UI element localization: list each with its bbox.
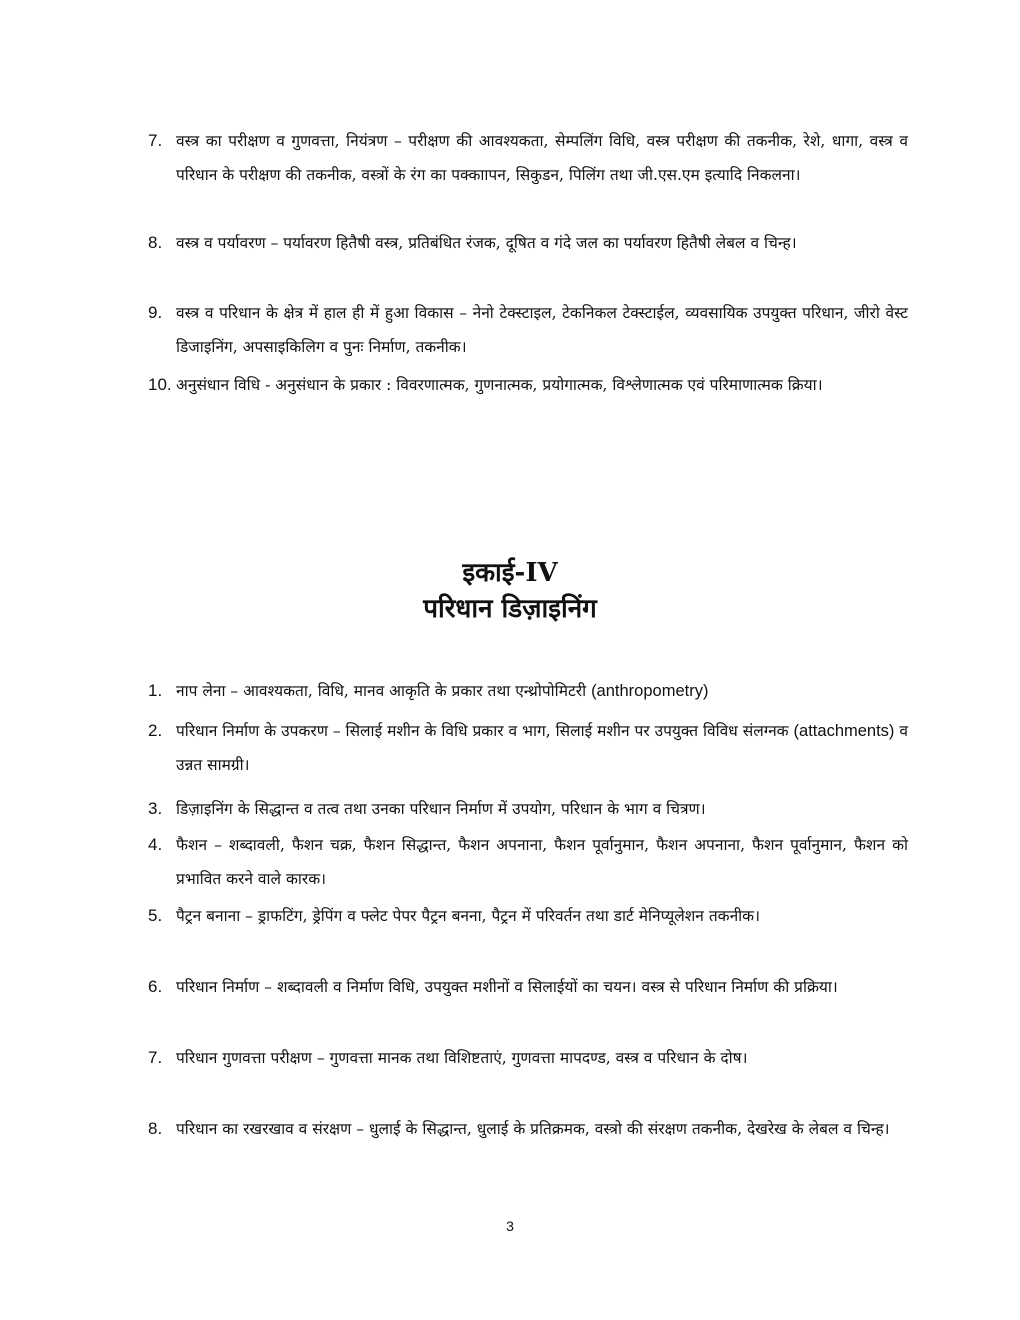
english-term: (attachments) [793, 722, 895, 740]
list-item [148, 970, 908, 1004]
item-text: वस्त्र का परीक्षण व गुणवत्ता, नियंत्रण – परीक्षण की आवश्यकता, सेम्पलिंग विधि, वस्त्र परीक्षण की तकनीक, रेशे, धागा, वस्त्र व परिधान के परीक्षण की तकनीक, वस्त्रों के रंग का पक्काापन, सिकुडन, पिलिंग तथा जी.एस.एम इत्यादि निकलना। [176, 132, 908, 184]
item-number: 1. [148, 681, 163, 700]
list-item [148, 226, 908, 260]
item-text: परिधान निर्माण के उपकरण – सिलाई मशीन के विधि प्रकार व भाग, सिलाई मशीन पर उपयुक्त विविध संलग्नक (attachments) व उन्नत सामग्री। [176, 722, 908, 774]
item-number: 2. [148, 721, 163, 740]
item-text: फैशन – शब्दावली, फैशन चक्र, फैशन सिद्धान्त, फैशन अपनाना, फैशन पूर्वानुमान, फैशन अपनाना, फैशन पूर्वानुमान, फैशन को प्रभावित करने वाले कारक। [176, 836, 908, 888]
item-text: परिधान का रखरखाव व संरक्षण – धुलाई के सिद्धान्त, धुलाई के प्रतिक्रमक, वस्त्रो की संरक्षण तकनीक, देखरेख के लेबल व चिन्ह। [176, 1120, 890, 1138]
list-item [148, 1041, 908, 1075]
item-number: 6. [148, 977, 163, 996]
list-item [148, 714, 908, 782]
item-number: 3. [148, 799, 163, 818]
list-item [148, 368, 908, 402]
item-text: वस्त्र व पर्यावरण – पर्यावरण हितैषी वस्त्र, प्रतिबंधित रंजक, दूषित व गंदे जल का पर्यावरण हितैषी लेबल व चिन्ह। [176, 234, 797, 252]
item-text: वस्त्र व परिधान के क्षेत्र में हाल ही में हुआ विकास – नेनो टेक्स्टाइल, टेकनिकल टेक्स्टाईल, व्यवसायिक उपयुक्त परिधान, जीरो वेस्ट डिजाइनिंग, अपसाइकिलिग व पुनः निर्माण, तकनीक। [176, 304, 908, 356]
item-text: परिधान गुणवत्ता परीक्षण – गुणवत्ता मानक तथा विशिष्टताएं, गुणवत्ता मापदण्ड, वस्त्र व परिधान के दोष। [176, 1049, 748, 1067]
list-item [148, 792, 908, 826]
item-text: नाप लेना – आवश्यकता, विधि, मानव आकृति के प्रकार तथा एन्थ्रोपोमिटरी (anthropometry) [176, 682, 709, 700]
list-item [148, 124, 908, 192]
item-number: 7. [148, 1048, 163, 1067]
item-text: अनुसंधान विधि - अनुसंधान के प्रकार : विवरणात्मक, गुणनात्मक, प्रयोगात्मक, विश्लेणात्मक एवं परिमाणात्मक क्रिया। [176, 376, 823, 394]
item-number: 9. [148, 303, 163, 322]
unit-title: इकाई-IV [462, 558, 558, 588]
list-item [148, 1112, 908, 1146]
page-number: 3 [506, 1218, 514, 1234]
item-text: परिधान निर्माण – शब्दावली व निर्माण विधि, उपयुक्त मशीनों व सिलाईयों का चयन। वस्त्र से परिधान निर्माण की प्रक्रिया। [176, 978, 838, 996]
item-number: 8. [148, 1119, 163, 1138]
unit-subtitle: परिधान डिज़ाइनिंग [423, 594, 597, 624]
item-number: 4. [148, 835, 163, 854]
english-term: (anthropometry) [591, 682, 709, 700]
item-number: 8. [148, 233, 163, 252]
list-item [148, 296, 908, 364]
list-item [148, 899, 908, 933]
item-text: पैट्रन बनाना – ड्राफटिंग, ड्रेपिंग व फ्लेट पेपर पैट्रन बनना, पैट्रन में परिवर्तन तथा डार्ट मेनिप्यूलेशन तकनीक। [176, 907, 760, 925]
list-item [148, 828, 908, 896]
item-number: 5. [148, 906, 163, 925]
item-number: 7. [148, 131, 163, 150]
list-item [148, 674, 908, 708]
item-number: 10. [148, 375, 172, 394]
item-text: डिज़ाइनिंग के सिद्धान्त व तत्व तथा उनका परिधान निर्माण में उपयोग, परिधान के भाग व चित्रण। [176, 800, 706, 818]
